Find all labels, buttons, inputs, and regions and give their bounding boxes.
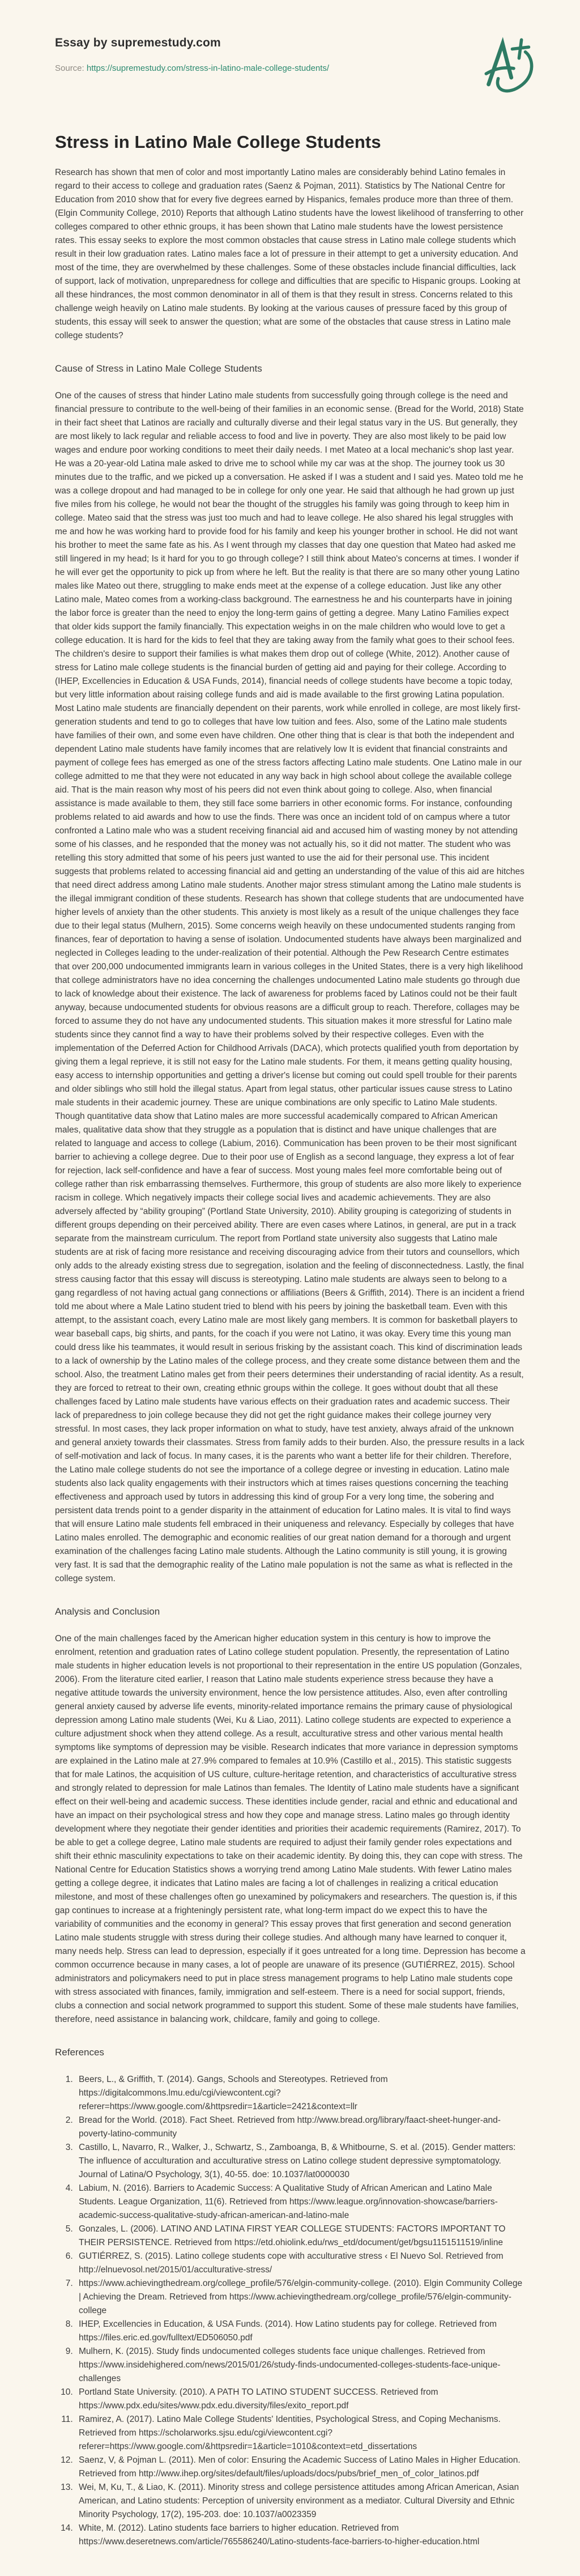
- references-list: [55, 2073, 526, 2549]
- article-body: [55, 166, 526, 2549]
- reference-item: 4. Labium, N. (2016). Barriers to Academic Success: A Qualitative Study of African American and Latino Male Students. League Organization, 11(6). Retrieved from https://www.league.org/innovation-showcase/barriers-academic-success-qualitative-study-african-american-and-latino-male: [75, 2182, 526, 2222]
- paragraph: One of the main challenges faced by the American higher education system in this century is how to improve the enrolment, retention and graduation rates of Latino college student population. Presently, the representation of Latino male students in higher education levels is not proportional to their representation in the entire US population (Gonzales, 2006). From the literature cited earlier, I reason that Latino male students experience stress because they have a negative attitude towards the university environment, hence the low persistence attitudes. Also, even after controlling general anxiety caused by adverse life events, minority-related importance remains the primary cause of physiological depression among Latino male students (Wei, Ku & Liao, 2011). Latino college students are expected to experience a culture adjustment shock when they attend college. As a result, acculturative stress and other various mental health symptoms like symptoms of depression may be visible. Research indicates that more variance in depression symptoms are explained in the Latino male at 27.9% compared to females at 10.9% (Castillo et al., 2015). This statistic suggests that for male Latinos, the acquisition of US culture, culture-heritage retention, and characteristics of acculturative stress and strongly related to depression for male Latinos than females. The Identity of Latino male students have a significant effect on their well-being and academic success. These identities include gender, racial and ethnic and educational and have an impact on their psychological stress and how they cope and manage stress. Latino males go through identity development where they negotiate their gender identities and priorities their academic requirements (Ramirez, 2017). To be able to get a college degree, Latino male students are required to adjust their family gender roles expectations and shift their ethnic masculinity expectations to take on their academic identity. By doing this, they can cope with stress. The National Centre for Education Statistics shows a worrying trend among Latino Male students. With fewer Latino males getting a college degree, it indicates that Latino males are facing a lot of challenges in realizing a critical education milestone, and most of these challenges often go unexamined by policymakers and researchers. The question is, if this gap continues to increase at a frighteningly persistent rate, what long-term impact do we expect this to have the variability of communities and the economy in general? This essay proves that first generation and second generation Latino male students struggle with stress during their college studies. And although many have learned to conquer it, many needs help. Stress can lead to depression, especially if it goes untreated for a long time. Depression has become a common occurrence because in many cases, a lot of people are unaware of its presence (GUTIÉRREZ, 2015). School administrators and policymakers need to put in place stress management programs to help Latino male students cope with stress associated with finances, family, immigration and self-esteem. There is a need for social support, friends, clubs a connection and social network programmed to support this student. Some of these male students have families, therefore, need assistance in balancing work, childcare, family and going to college.: [55, 1634, 526, 2024]
- reference-item: 14. White, M. (2012). Latino students face barriers to higher education. Retrieved from https://www.deseretnews.com/article/765586240/Latino-students-face-barriers-to-higher-education.html: [75, 2522, 526, 2549]
- reference-item: 7. https://www.achievingthedream.org/college_profile/576/elgin-community-college. (2010). Elgin Community College | Achieving the Dream. Retrieved from https://www.achievingthedream.org/college_profile/576/elgin-community-college: [75, 2277, 526, 2318]
- reference-item: 13. Wei, M, Ku, T., & Liao, K. (2011). Minority stress and college persistence attitudes among African American, Asian American, and Latino students: Perception of university environment as a mediator. Cultural Diversity and Ethnic Minority Psychology, 17(2), 195-203. doe: 10.1037/a0023359: [75, 2481, 526, 2522]
- reference-item: 2. Bread for the World. (2018). Fact Sheet. Retrieved from http://www.bread.org/library/faact-sheet-hunger-and-poverty-latino-community: [75, 2114, 526, 2141]
- paragraph: One of the causes of stress that hinder Latino male students from successfully going through college is the need and financial pressure to contribute to the well-being of their families in an economic sense. (Bread for the World, 2018) State in their fact sheet that Latinos are racially and culturally diverse and their legal status vary in the US. But generally, they are most likely to lack regular and reliable access to food and live in poverty. They are also most likely to be paid low wages and endure poor working conditions to meet their daily needs. I met Mateo at a local mechanic's shop last year. He was a 20-year-old Latina male asked to drive me to school while my car was at the shop. The journey took us 30 minutes due to the traffic, and we picked up a conversation. He asked if I was a student and I said yes. Mateo told me he was a college dropout and had managed to be in college for only one year. He said that although he had grown up just five miles from his college, he would not bear the thought of the struggles his family was going through to keep him in college. Mateo said that the stress was just too much and had to leave college. He also shared his legal struggles with me and how he was working hard to provide food for his family and keep his younger brother in school. He did not want his brother to meet the same fate as his. As I went through my classes that day one question that Mateo had asked me still lingered in my head; Is it hard for you to go through college? I still think about Mateo's concerns at times. I wonder if he will ever get the opportunity to pick up from where he left. But the reality is that there are so many other young Latino males like Mateo out there, struggling to make ends meet at the expense of a college education. Just like any other Latino male, Mateo comes from a working-class background. The earnestness he and his counterparts have in joining the labor force is greater than the need to enjoy the long-term gains of getting a degree. Many Latino Families expect that older kids support the family financially. This expectation weighs in on the male children who would love to get a college education. It is hard for the kids to feel that they are taking away from the family what goes to their school fees. The children's desire to support their families is what makes them drop out of college (White, 2012). Another cause of stress for Latino male college students is the financial burden of getting aid and paying for their college. According to (IHEP, Excellencies in Education & USA Funds, 2014), financial needs of college students have become a topic today, but very little information about raising college funds and aid is made available to the first growing Latina population. Most Latino male students are financially dependent on their parents, work while enrolled in college, are most likely first-generation students and tend to go to colleges that have low tuition and fees. Also, some of the Latino male students have families of their own, and some even have children. One other thing that is clear is that both the independent and dependent Latino male students have family incomes that are relatively low It is evident that financial constraints and payment of college fees has emerged as one of the stress factors affecting Latino male students. One Latino male in our college admitted to me that they were not educated in any way back in high school about college the available college aid. That is the main reason why most of his peers did not even think about going to college. Also, when financial assistance is made available to them, they still face some barriers in other economic forms. For instance, confounding problems related to aid awards and how to use the finds. There was once an incident told of on campus where a tutor confronted a Latino male who was a student receiving financial aid and accused him of wasting money by not attending some of his classes, and he responded that the money was not actually his, so it did not matter. The student who was retelling this story admitted that some of his peers just wanted to use the aid for their personal use. This incident suggests that problems related to accessing financial aid and getting an understanding of the value of this aid are hitches that need direct address among Latino male students. Another major stress stimulant among the Latino male students is the illegal immigrant condition of these students. Research has shown that college students that are undocumented have higher levels of anxiety than the other students. This anxiety is most likely as a result of the unique challenges they face due to their legal status (Mulhern, 2015). Some concerns weigh heavily on these undocumented students ranging from finances, fear of deportation to having a sense of isolation. Undocumented students have always been marginalized and neglected in Colleges leading to the under-realization of their potential. Although the Pew Research Centre estimates that over 200,000 undocumented immigrants learn in various colleges in the United States, there is a very high likelihood that college administrators have no idea concerning the challenges undocumented Latino male students go through due to lack of knowledge about their existence. The lack of awareness for problems faced by Latinos could not be their fault anyway, because undocumented students for obvious reasons are a difficult group to reach. Therefore, collages may be forced to assume they do not have any undocumented students. This situation makes it more stressful for Latino male students since they cannot find a way to have their problems solved by their respective colleges. Even with the implementation of the Deferred Action for Childhood Arrivals (DACA), which protects qualified youth from deportation by giving them a legal reprieve, it is still not easy for the Latino male students. For them, it means getting quality housing, easy access to internship opportunities and getting a driver's license but coming out could spell trouble for their parents and older siblings who still hold the illegal status. Apart from legal status, other particular issues cause stress to Latino male students in their academic journey. These are unique combinations are only specific to Latino Male students. Though quantitative data show that Latino males are more successful academically compared to African American males, qualitative data show that they struggle as a population that is distinct and have unique challenges that are related to language and access to college (Labium, 2016). Communication has been proven to be their most significant barrier to achieving a college degree. Due to their poor use of English as a second language, they express a lot of fear for rejection, lack self-confidence and have a fear of success. Most young males feel more comfortable being out of college rather than risk embarrassing themselves. Furthermore, this group of students are also more likely to experience racism in college. Which negatively impacts their college social lives and academic achievements. They are also adversely affected by “ability grouping” (Portland State University, 2010). Ability grouping is categorizing of students in different groups depending on their perceived ability. There are even cases where Latinos, in general, are put in a track separate from the mainstream curriculum. The report from Portland state university also suggests that Latino male students are at risk of facing more resistance and receiving discouraging advice from their tutors and counsellors, which only adds to the already existing stress due to segregation, isolation and the feeling of disconnectedness. Lastly, the final stress causing factor that this essay will discuss is stereotyping. Latino male students are always seen to belong to a gang regardless of not having actual gang connections or affiliations (Beers & Griffith, 2014). There is an incident a friend told me about where a Male Latino student tried to blend with his peers by joining the basketball team. Even with this attempt, to the assistant coach, every Latino male are most likely gang members. It is common for basketball players to wear baseball caps, big shirts, and pants, for the coach if you were not Latino, it was okay. Every time this young man could dress like his teammates, it would result in serious frisking by the assistant coach. This kind of discrimination leads to a lack of ownership by the Latino males of the college process, and they create some distance between them and the school. Also, the treatment Latino males get from their peers determines their understanding of racial identity. As a result, they are forced to retreat to their own, creating ethnic groups within the college. It goes without doubt that all these challenges faced by Latino male students have various effects on their graduation rates and academic success. Their lack of preparedness to join college because they did not get the right guidance makes their college journey very stressful. In most cases, they lack proper information on what to study, have test anxiety, always afraid of the unknown and general anxiety towards their classmates. Stress from family adds to their burden. Also, the pressure results in a lack of self-motivation and lack of focus. In many cases, it is the parents who want a better life for their children. Therefore, the Latino male college students do not see the importance of a college degree or investing in education. Latino male students also lack quality engagements with their instructors which at times raises questions concerning the teaching effectiveness and approach used by tutors in addressing this kind of group For a very long time, the sobering and persistent data trends point to a gender disparity in the attainment of education for Latino males. It is vital to find ways that will ensure Latino male students fell embraced in their uniqueness and relevancy. Especially by colleges that have Latino males enrolled. The demographic and economic realities of our great nation demand for a thorough and urgent examination of the challenges facing Latino male students. Although the Latino community is still young, it is growing very fast. It is sad that the demographic reality of the Latino male population is not the same as what is reflected in the college system.: [55, 391, 524, 1583]
- source-line: [55, 63, 526, 73]
- section-heading: References: [55, 2047, 104, 2058]
- reference-item: 5. Gonzales, L. (2006). LATINO AND LATINA FIRST YEAR COLLEGE STUDENTS: FACTORS IMPORTANT TO THEIR PERSISTENCE. Retrieved from https://etd.ohiolink.edu/rws_etd/document/get/bgsu1151511519/inline: [75, 2222, 526, 2250]
- reference-item: 11. Ramirez, A. (2017). Latino Male College Students' Identities, Psychological Stress, and Coping Mechanisms. Retrieved from https://scholarworks.sjsu.edu/cgi/viewcontent.cgi?referer=https://www.google.com/&httpsredir=1&article=1010&context=etd_dissertations: [75, 2413, 526, 2454]
- source-url-link[interactable]: https://supremestudy.com/stress-in-latino-male-college-students/: [86, 63, 330, 73]
- reference-item: 12. Saenz, V, & Pojman L. (2011). Men of color: Ensuring the Academic Success of Latino Males in Higher Education. Retrieved from http://www.ihep.org/sites/default/files/uploads/docs/pubs/brief_men_of_color_latinos.pdf: [75, 2454, 526, 2481]
- reference-item: 10. Portland State University. (2010). A PATH TO LATINO STUDENT SUCCESS. Retrieved from https://www.pdx.edu/sites/www.pdx.edu.diversity/files/exito_report.pdf: [75, 2386, 526, 2413]
- reference-item: 3. Castillo, L, Navarro, R., Walker, J., Schwartz, S., Zamboanga, B, & Whitbourne, S. et al. (2015). Gender matters: The influence of acculturation and acculturative stress on Latino college student depressive symptomatology. Journal of Latina/O Psychology, 3(1), 40-55. doe: 10.1037/lat0000030: [75, 2141, 526, 2182]
- reference-item: 1. Beers, L., & Griffith, T. (2014). Gangs, Schools and Stereotypes. Retrieved from https://digitalcommons.lmu.edu/cgi/viewcontent.cgi?referer=https://www.google.com/&httpsredir=1&article=2421&context=llr: [75, 2073, 526, 2114]
- a-plus-logo-icon: [484, 33, 537, 102]
- section-heading: Analysis and Conclusion: [55, 1606, 160, 1617]
- byline: Essay by supremestudy.com: [55, 36, 221, 49]
- reference-item: 9. Mulhern, K. (2015). Study finds undocumented colleges students face unique challenges. Retrieved from https://www.insidehighered.com/news/2015/01/26/study-finds-undocumented-colleges-students-face-unique-challenges: [75, 2345, 526, 2386]
- article-title: Stress in Latino Male College Students: [55, 132, 381, 152]
- reference-item: 6. GUTIÉRREZ, S. (2015). Latino college students cope with acculturative stress ‹ El Nuevo Sol. Retrieved from http://elnuevosol.net/2015/01/acculturative-stress/: [75, 2250, 526, 2277]
- page-header: [55, 36, 526, 73]
- source-label: Source:: [55, 63, 87, 73]
- reference-item: 8. IHEP, Excellencies in Education, & USA Funds. (2014). How Latino students pay for college. Retrieved from https://files.eric.ed.gov/fulltext/ED506050.pdf: [75, 2318, 526, 2345]
- paragraph: Research has shown that men of color and most importantly Latino males are considerably behind Latino females in regard to their access to college and graduation rates (Saenz & Pojman, 2011). Statistics by The National Centre for Education from 2010 show that for every five degrees earned by Hispanics, females produce more than three of them. (Elgin Community College, 2010) Reports that although Latino students have the lowest likelihood of transferring to other colleges compared to other ethnic groups, it has been shown that Latino male students have the lowest persistence rates. This essay seeks to explore the most common obstacles that cause stress in Latino male college students which result in their low graduation rates. Latino males face a lot of pressure in their attempt to get a university education. And most of the time, they are overwhelmed by these challenges. Some of these obstacles include financial difficulties, lack of support, lack of motivation, unpreparedness for college and difficulties that are specific to Hispanic groups. Looking at all these hindrances, the most common denominator in all of them is that they result in stress. Concerns related to this challenge weigh heavily on Latino male students. By looking at the various causes of pressure faced by this group of students, this essay will seek to answer the question; what are some of the obstacles that cause stress in Latino male college students?: [55, 168, 524, 340]
- section-heading: Cause of Stress in Latino Male College Students: [55, 363, 262, 374]
